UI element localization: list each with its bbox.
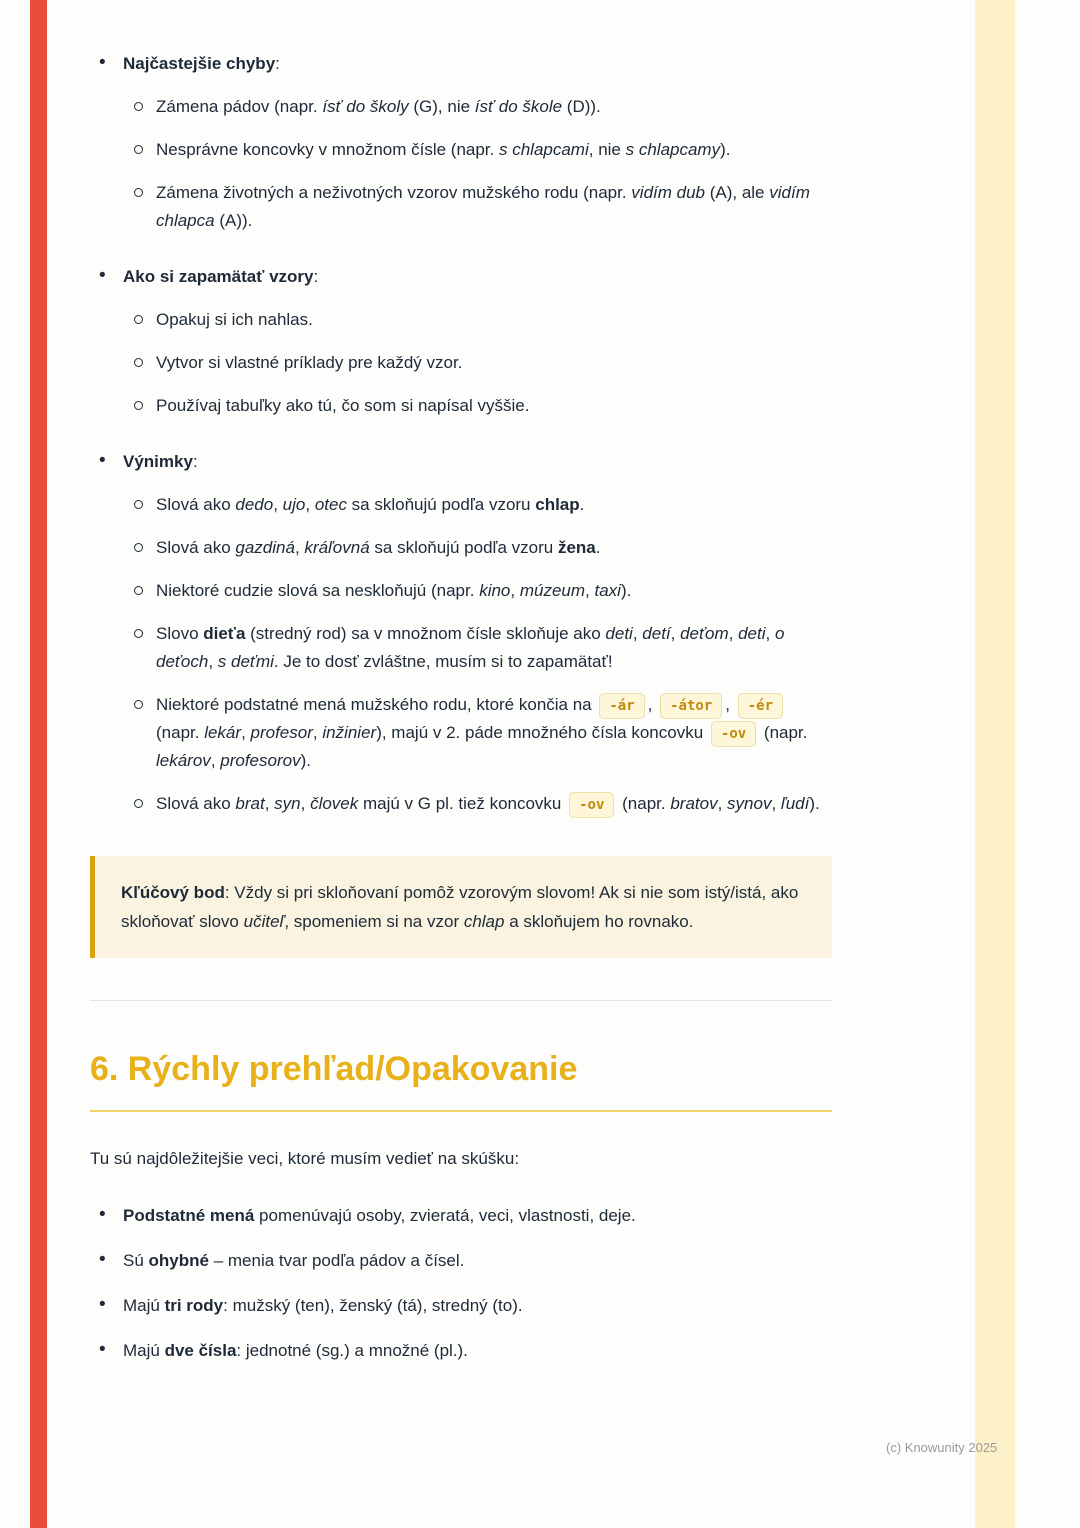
sublist-exceptions: [123, 491, 832, 818]
text-run: , spomeniem si na vzor: [284, 912, 464, 931]
text-run: vidím chlapca: [156, 183, 810, 230]
text-run: lekárov: [156, 751, 211, 770]
text-run: ,: [725, 695, 735, 714]
text-run: (napr.: [156, 723, 205, 742]
key-point-callout: [90, 856, 832, 958]
list-item-text: [123, 1206, 636, 1225]
text-run: . Je to dosť zvláštne, musím si to zapamätať!: [273, 652, 613, 671]
text-run: ,: [647, 695, 658, 714]
section-title: [123, 267, 318, 286]
text-run: profesor: [250, 723, 313, 742]
list-item-text: [156, 183, 810, 230]
text-run: ,: [632, 624, 643, 643]
text-run: (D)).: [562, 97, 601, 116]
inline-code-chip: -ov: [569, 792, 614, 818]
text-run: Zámena pádov (napr.: [156, 97, 323, 116]
list-item: [123, 349, 832, 377]
text-run: ,: [670, 624, 681, 643]
left-edge-accent-bar: [30, 0, 47, 1528]
text-run: učiteľ: [243, 912, 285, 931]
text-run: ,: [208, 652, 218, 671]
list-item: [123, 306, 832, 334]
text-run: Niektoré cudzie slová sa neskloňujú (napr.: [156, 581, 480, 600]
list-item-text: [156, 794, 820, 813]
list-item-text: [156, 353, 462, 372]
text-run: Vytvor si vlastné príklady pre každý vzor.: [156, 353, 463, 372]
text-run: sa skloňujú podľa vzoru: [369, 538, 558, 557]
text-run: vidím dub: [631, 183, 705, 202]
text-run: Niektoré podstatné mená mužského rodu, ktoré končia na: [156, 695, 597, 714]
text-run: chlap: [535, 495, 580, 514]
list-item: [90, 1247, 832, 1275]
text-run: .: [595, 538, 601, 557]
text-run: chlap: [463, 912, 505, 931]
text-run: Najčastejšie chyby: [123, 54, 276, 73]
text-run: kráľovná: [304, 538, 370, 557]
text-run: ,: [210, 751, 221, 770]
inline-code-chip: -átor: [660, 693, 722, 719]
text-run: ,: [510, 581, 520, 600]
text-run: ,: [300, 794, 311, 813]
list-item-text: [156, 495, 584, 514]
section-divider: [90, 1000, 832, 1001]
list-item: [123, 179, 832, 235]
text-run: otec: [314, 495, 347, 514]
text-run: brat: [235, 794, 265, 813]
list-item-text: [156, 581, 631, 600]
list-item: [123, 392, 832, 420]
text-run: tri rody: [164, 1296, 224, 1315]
list-item-text: [156, 624, 784, 671]
inline-code-chip: -ár: [599, 693, 644, 719]
page-content: [90, 0, 832, 1382]
section-title: [123, 54, 280, 73]
list-item: [90, 1292, 832, 1320]
text-run: Slová ako: [156, 495, 236, 514]
list-item-text: [123, 1251, 464, 1270]
text-run: o deťoch: [156, 624, 785, 671]
text-run: (napr.: [759, 723, 808, 742]
list-section-exceptions: [90, 448, 832, 818]
text-run: ).: [809, 794, 820, 813]
text-run: a skloňujem ho rovnako.: [504, 912, 694, 931]
text-run: pomenúvajú osoby, zvieratá, veci, vlastnosti, deje.: [254, 1206, 636, 1225]
text-run: ,: [264, 794, 275, 813]
text-run: , nie: [588, 140, 626, 159]
text-run: (A)).: [214, 211, 253, 230]
text-run: majú v G pl. tiež koncovku: [358, 794, 567, 813]
summary-list: [90, 1202, 832, 1365]
inline-code-chip: -ér: [738, 693, 783, 719]
text-run: gazdiná: [235, 538, 295, 557]
text-run: (A), ale: [705, 183, 770, 202]
text-run: profesorov: [220, 751, 301, 770]
text-run: ujo: [282, 495, 306, 514]
text-run: .: [579, 495, 585, 514]
text-run: ,: [728, 624, 739, 643]
list-item-text: [123, 1341, 468, 1360]
list-item: [123, 691, 832, 775]
intro-paragraph: Tu sú najdôležitejšie veci, ktoré musím vedieť na skúšku:: [90, 1149, 520, 1168]
copyright-watermark: (c) Knowunity 2025: [886, 1440, 998, 1455]
text-run: dve čísla: [164, 1341, 237, 1360]
text-run: ,: [312, 723, 323, 742]
text-run: ,: [241, 723, 251, 742]
text-run: – menia tvar podľa pádov a čísel.: [208, 1251, 465, 1270]
list-item: [123, 136, 832, 164]
text-run: ísť do školy: [322, 97, 409, 116]
text-run: kino: [479, 581, 511, 600]
text-run: Ako si zapamätať vzory: [123, 267, 314, 286]
text-run: Slovo: [156, 624, 204, 643]
text-run: Výnimky: [123, 452, 193, 471]
text-run: synov: [727, 794, 772, 813]
text-run: ).: [300, 751, 311, 770]
text-run: ,: [294, 538, 305, 557]
text-run: dedo: [235, 495, 274, 514]
text-run: :: [313, 267, 319, 286]
inline-code-chip: -ov: [711, 721, 756, 747]
text-run: Majú: [123, 1296, 165, 1315]
text-run: lekár: [204, 723, 242, 742]
text-run: ,: [585, 581, 595, 600]
list-item: [123, 620, 832, 676]
text-run: s chlapcamy: [625, 140, 721, 159]
text-run: Podstatné mená: [123, 1206, 255, 1225]
section-title: [123, 452, 198, 471]
right-edge-accent-bar: [975, 0, 1015, 1528]
text-run: ísť do škole: [474, 97, 563, 116]
text-run: (G), nie: [408, 97, 475, 116]
callout-text: [121, 883, 798, 931]
text-run: taxi: [594, 581, 621, 600]
list-item-text: [156, 695, 807, 770]
text-run: Sú: [123, 1251, 149, 1270]
text-run: s chlapcami: [498, 140, 589, 159]
list-item: [123, 790, 832, 818]
text-run: : Vždy si pri skloňovaní pomôž vzorovým slovom! Ak si nie som istý/istá, ako skloňovať slovo: [121, 883, 799, 931]
list-section-common-mistakes: [90, 50, 832, 235]
text-run: inžinier: [322, 723, 377, 742]
text-run: bratov: [670, 794, 718, 813]
list-item-text: [156, 97, 601, 116]
text-run: deťom: [680, 624, 729, 643]
text-run: deti: [605, 624, 633, 643]
list-item: [123, 534, 832, 562]
text-run: : jednotné (sg.) a množné (pl.).: [236, 1341, 468, 1360]
sublist-how-to-memorize: [123, 306, 832, 420]
list-section-how-to-memorize: [90, 263, 832, 420]
text-run: dieťa: [203, 624, 246, 643]
text-run: (stredný rod) sa v množnom čísle skloňuje ako: [245, 624, 606, 643]
text-run: ).: [720, 140, 731, 159]
text-run: sa skloňujú podľa vzoru: [346, 495, 536, 514]
list-item-text: [156, 140, 730, 159]
text-run: žena: [557, 538, 596, 557]
text-run: :: [275, 54, 280, 73]
heading-underline: [90, 1110, 832, 1112]
section-heading: 6. Rýchly prehľad/Opakovanie: [90, 1050, 578, 1088]
text-run: deti: [738, 624, 766, 643]
sublist-common-mistakes: [123, 93, 832, 235]
text-run: múzeum: [519, 581, 586, 600]
text-run: Kľúčový bod: [121, 883, 225, 902]
text-run: človek: [310, 794, 359, 813]
text-run: detí: [642, 624, 671, 643]
text-run: ,: [765, 624, 775, 643]
text-run: ,: [305, 495, 315, 514]
text-run: s deťmi: [217, 652, 274, 671]
list-item-text: [156, 396, 529, 415]
list-item: [90, 1202, 832, 1230]
text-run: Slová ako: [156, 794, 236, 813]
text-run: ,: [273, 495, 283, 514]
list-item-text: [123, 1296, 523, 1315]
list-item: [123, 491, 832, 519]
text-run: ), majú v 2. páde množného čísla koncovku: [376, 723, 708, 742]
text-run: ,: [771, 794, 781, 813]
list-item-text: [156, 310, 313, 329]
text-run: Používaj tabuľky ako tú, čo som si napísal vyššie.: [156, 396, 530, 415]
text-run: Majú: [123, 1341, 165, 1360]
text-run: Opakuj si ich nahlas.: [156, 310, 313, 329]
list-item-text: [156, 538, 601, 557]
text-run: ,: [717, 794, 728, 813]
text-run: Nesprávne koncovky v množnom čísle (napr.: [156, 140, 499, 159]
text-run: (napr.: [617, 794, 671, 813]
text-run: ľudí: [780, 794, 810, 813]
text-run: syn: [274, 794, 301, 813]
notes-outline: [90, 50, 832, 818]
text-run: :: [192, 452, 198, 471]
text-run: Slová ako: [156, 538, 236, 557]
text-run: ohybné: [148, 1251, 209, 1270]
text-run: ).: [620, 581, 632, 600]
text-run: Zámena životných a neživotných vzorov mužského rodu (napr.: [156, 183, 632, 202]
list-item: [123, 577, 832, 605]
list-item: [90, 1337, 832, 1365]
list-item: [123, 93, 832, 121]
text-run: : mužský (ten), ženský (tá), stredný (to).: [223, 1296, 523, 1315]
